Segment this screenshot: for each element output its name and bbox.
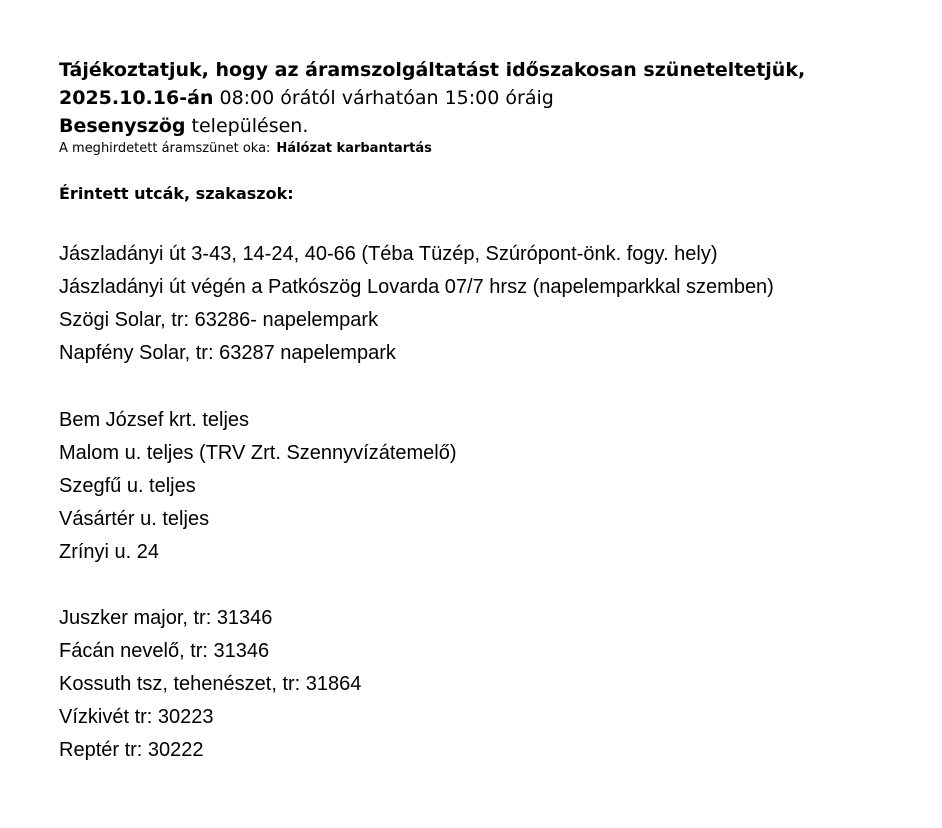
notice-settlement bbox=[59, 112, 919, 140]
affected-street-item: Szegfű u. teljes bbox=[59, 475, 196, 497]
affected-street-item: Juszker major, tr: 31346 bbox=[59, 607, 273, 629]
affected-street-item: Szögi Solar, tr: 63286- napelempark bbox=[59, 309, 379, 331]
affected-group-1 bbox=[59, 238, 774, 370]
settlement-name: Besenyszög bbox=[59, 115, 186, 137]
notice-date-time bbox=[59, 84, 919, 112]
outage-notice-header bbox=[59, 56, 919, 158]
settlement-suffix: településen. bbox=[185, 115, 309, 137]
affected-street-item: Malom u. teljes (TRV Zrt. Szennyvízátemelő) bbox=[59, 442, 457, 464]
outage-reason bbox=[59, 140, 919, 158]
affected-group-2 bbox=[59, 404, 457, 569]
outage-time: 08:00 órától várhatóan 15:00 óráig bbox=[213, 87, 554, 109]
affected-street-item: Zrínyi u. 24 bbox=[59, 541, 160, 563]
affected-street-item: Vásártér u. teljes bbox=[59, 508, 210, 530]
affected-street-item: Vízkivét tr: 30223 bbox=[59, 706, 214, 728]
reason-label: A meghirdetett áramszünet oka: bbox=[59, 141, 271, 156]
outage-date: 2025.10.16-án bbox=[59, 87, 214, 109]
affected-street-item: Fácán nevelő, tr: 31346 bbox=[59, 640, 270, 662]
notice-intro: Tájékoztatjuk, hogy az áramszolgáltatást időszakosan szüneteltetjük, bbox=[59, 59, 806, 81]
affected-street-item: Bem József krt. teljes bbox=[59, 409, 250, 431]
affected-street-item: Kossuth tsz, tehenészet, tr: 31864 bbox=[59, 673, 362, 695]
reason-value: Hálózat karbantartás bbox=[276, 141, 432, 156]
affected-street-item: Jászladányi út 3-43, 14-24, 40-66 (Téba Tüzép, Szúrópont-önk. fogy. hely) bbox=[59, 243, 718, 265]
affected-streets-heading: Érintett utcák, szakaszok: bbox=[59, 184, 294, 203]
affected-street-item: Napfény Solar, tr: 63287 napelempark bbox=[59, 342, 396, 364]
affected-group-3 bbox=[59, 602, 361, 767]
affected-street-item: Jászladányi út végén a Patkószög Lovarda 07/7 hrsz (napelemparkkal szemben) bbox=[59, 276, 774, 298]
affected-street-item: Reptér tr: 30222 bbox=[59, 739, 204, 761]
